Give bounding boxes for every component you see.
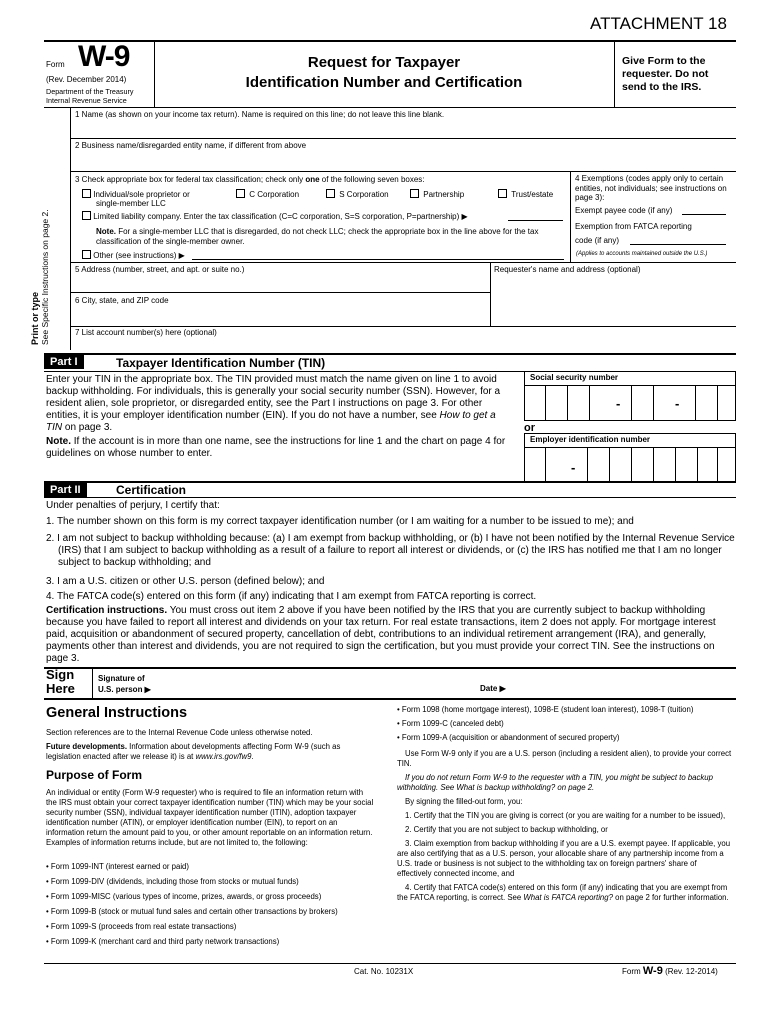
checkbox-other[interactable] xyxy=(82,250,185,260)
cat-number: Cat. No. 10231X xyxy=(354,967,414,976)
exemptions-label: 4 Exemptions (codes apply only to certain entities, not individuals; see instructions on page 3): xyxy=(575,174,727,202)
line5-label: 5 Address (number, street, and apt. or suite no.) xyxy=(75,265,245,274)
signature-label-2: U.S. person ▶ xyxy=(98,685,151,694)
list-item: • Form 1099-C (canceled debt) xyxy=(397,719,504,728)
checkbox-other-box[interactable] xyxy=(82,250,91,259)
checkbox-ccorp-label: C Corporation xyxy=(249,190,300,199)
part1-note-text: If the account is in more than one name, see the instructions for line 1 and the chart on page 4 for guidelines on whose number to enter. xyxy=(46,436,506,459)
checkbox-individual-label: Individual/sole proprietor or xyxy=(93,190,190,199)
rule-line5 xyxy=(70,292,490,293)
checkbox-partnership[interactable] xyxy=(410,189,464,199)
line7-label: 7 List account number(s) here (optional) xyxy=(75,328,217,337)
line5-address-field[interactable] xyxy=(72,276,488,290)
list-item: • Form 1099-A (acquisition or abandonment of secured property) xyxy=(397,733,620,742)
cert-item-3: 3. I am a U.S. citizen or other U.S. person (defined below); and xyxy=(46,576,325,587)
part1-top-rule xyxy=(44,353,736,355)
sign-here-label xyxy=(46,668,75,696)
future-developments-end: . xyxy=(251,752,254,761)
ein-digit-sep xyxy=(675,448,676,482)
cert-item-2: 2. I am not subject to backup withholding because: (a) I am exempt from backup withholding, or (b) I have not been notified by the Internal Revenue Service (IRS) that I am subject to backup withholding as a result of a failure to report all interest or dividends, or (c) the IRS has notified me that I am no longer subject to backup withholding; and xyxy=(46,533,735,568)
ssn-dash-1: - xyxy=(616,396,621,411)
reason-3: 3. Claim exemption from backup withholding if you are a U.S. exempt payee. If applicable, you are also certifying that as a U.S. person, your allocable share of any partnership income from a U.S. trade or business is not subject to the withholding tax on foreign partners' share of effectively connected income, and xyxy=(397,839,731,878)
form-id: W-9 xyxy=(78,40,130,73)
part1-text-italic: How to get a TIN xyxy=(46,410,496,433)
or-label: or xyxy=(524,422,535,434)
ein-label: Employer identification number xyxy=(530,435,651,444)
requester-field[interactable] xyxy=(494,276,734,324)
reason-4-italic: What is FATCA reporting? xyxy=(523,893,613,902)
line6-city-field[interactable] xyxy=(72,307,488,323)
purpose-text: An individual or entity (Form W-9 requester) who is required to file an information return with the IRS must obtain your correct taxpayer identification number (TIN) which may be your social security number (SSN), individual taxpayer identification number (ITIN), adoption taxpayer identification number (ATIN), or employer identification number (EIN), to report on an information return the amount paid to you, or other amount reportable on an information return. Examples of information returns include, but are not limited to, the following: xyxy=(46,788,374,847)
exempt-payee-field[interactable] xyxy=(682,214,726,215)
checkbox-trust-label: Trust/estate xyxy=(511,190,554,199)
line3-note xyxy=(96,227,564,246)
sign-top-rule xyxy=(44,667,736,669)
ssn-label-box xyxy=(524,371,736,385)
ssn-digit-sep xyxy=(631,386,632,420)
footer-form xyxy=(622,965,718,977)
rule-line3 xyxy=(70,262,736,263)
ssn-dash-2: - xyxy=(675,396,680,411)
part1-note-label: Note. xyxy=(46,436,71,447)
footer-form-id: W-9 xyxy=(642,965,663,977)
ssn-digit-sep xyxy=(653,386,654,420)
cert-instructions-text: You must cross out item 2 above if you have been notified by the IRS that you are currently subject to backup withholding because you have failed to report all interest and dividends on your tax return. For real estate transactions, item 2 does not apply. For mortgage interest paid, acquisition or abandonment of secured property, cancellation of debt, contributions to an individual retirement arrangement (IRA), and generally, payments other than interest and dividends, you are not required to sign the certification, but you must provide your correct TIN. See the instructions on page 3. xyxy=(46,605,716,664)
cert-instructions-label: Certification instructions. xyxy=(46,605,168,616)
part2-title-rule xyxy=(44,497,736,498)
llc-classification-field[interactable] xyxy=(508,220,563,221)
purpose-title: Purpose of Form xyxy=(46,768,143,782)
reason-1: 1. Certify that the TIN you are giving is correct (or you are waiting for a number to be issued), xyxy=(405,811,726,820)
future-developments-text: Information about developments affecting Form W-9 (such as legislation enacted after we release it) is at xyxy=(46,742,341,761)
irs-name: Internal Revenue Service xyxy=(46,96,127,105)
header-divider-right xyxy=(614,40,615,107)
checkbox-llc-label: Limited liability company. Enter the tax classification (C=C corporation, S=S corporation, P=partnership) ▶ xyxy=(93,212,468,221)
checkbox-ccorp[interactable] xyxy=(236,189,299,199)
general-instructions-title: General Instructions xyxy=(46,705,188,721)
exempt-fatca-label: Exemption from FATCA reporting xyxy=(575,222,692,231)
part1-text-main: Enter your TIN in the appropriate box. The TIN provided must match the name given on line 1 to avoid backup withholding. For individuals, this is generally your social security number (SSN). However, for a resident alien, sole proprietor, or disregarded entity, see the Part I instructions on page 3. For other entities, it is your employer identification number (EIN). If you do not have a number, see xyxy=(46,374,501,421)
rule-line2 xyxy=(70,171,736,172)
line1-name-field[interactable] xyxy=(72,120,732,137)
footer-rule xyxy=(44,963,736,964)
checkbox-llc-box[interactable] xyxy=(82,211,91,220)
if-not-return-text: If you do not return Form W-9 to the requester with a TIN, you might be subject to backup withholding. See What is backup withholding? on page 2. xyxy=(397,773,713,792)
form-title-2: Identification Number and Certification xyxy=(245,74,523,91)
exemptions-divider xyxy=(570,171,571,262)
ssn-digit-sep xyxy=(589,386,590,420)
checkbox-llc[interactable] xyxy=(82,211,468,221)
right-column xyxy=(397,705,733,903)
other-field[interactable] xyxy=(192,259,564,260)
by-signing-text: By signing the filled-out form, you: xyxy=(405,797,523,806)
ein-digit-sep xyxy=(631,448,632,482)
ssn-digit-sep xyxy=(695,386,696,420)
line6-label: 6 City, state, and ZIP code xyxy=(75,296,169,305)
use-w9-text: Use Form W-9 only if you are a U.S. person (including a resident alien), to provide your correct TIN. xyxy=(397,749,732,768)
rule-line1 xyxy=(70,138,736,139)
part1-text xyxy=(46,374,510,434)
reason-4-b: on page 2 for further information. xyxy=(612,893,729,902)
line3-text-b: one xyxy=(305,175,320,184)
part2-title: Certification xyxy=(116,483,187,497)
checkbox-scorp-box[interactable] xyxy=(326,189,335,198)
checkbox-individual-box[interactable] xyxy=(82,189,91,198)
here-word: Here xyxy=(46,681,75,696)
line7-account-field[interactable] xyxy=(72,338,732,349)
exempt-payee-label: Exempt payee code (if any) xyxy=(575,206,673,215)
ssn-label: Social security number xyxy=(530,373,619,382)
dept-treasury: Department of the Treasury xyxy=(46,87,134,96)
line3-label xyxy=(75,175,425,184)
checkbox-partnership-box[interactable] xyxy=(410,189,419,198)
checkbox-individual-label-2: single-member LLC xyxy=(96,199,166,208)
form-title-1: Request for Taxpayer xyxy=(307,54,461,71)
checkbox-other-label: Other (see instructions) ▶ xyxy=(93,251,185,260)
left-bullets xyxy=(46,862,376,947)
signature-label-1: Signature of xyxy=(98,674,145,683)
requester-label: Requester's name and address (optional) xyxy=(494,265,641,274)
cert-item-4: 4. The FATCA code(s) entered on this form (if any) indicating that I am exempt from FATCA reporting is correct. xyxy=(46,591,537,602)
list-item: • Form 1099-INT (interest earned or paid) xyxy=(46,862,189,871)
requester-divider xyxy=(490,262,491,326)
date-field[interactable] xyxy=(510,670,730,696)
form-word: Form xyxy=(46,60,65,69)
sign-word: Sign xyxy=(46,667,75,682)
exempt-fatca-code-label: code (if any) xyxy=(575,236,620,245)
sidebar-see: See Specific Instructions on page 2. xyxy=(40,209,50,345)
line3-text-c: of the following seven boxes: xyxy=(319,175,425,184)
sign-divider xyxy=(92,667,93,698)
ein-digit-sep xyxy=(653,448,654,482)
checkbox-partnership-label: Partnership xyxy=(423,190,465,199)
ein-digit-sep xyxy=(717,448,718,482)
give-form-note: Give Form to the requester. Do not send to the IRS. xyxy=(622,55,709,93)
line2-business-field[interactable] xyxy=(72,151,732,168)
footer-form-word: Form xyxy=(622,967,643,976)
ein-digit-sep xyxy=(609,448,610,482)
part1-tag: Part I xyxy=(44,355,84,369)
list-item: • Form 1099-MISC (various types of income, prizes, awards, or gross proceeds) xyxy=(46,892,322,901)
ssn-digit-sep xyxy=(545,386,546,420)
ein-dash: - xyxy=(571,460,576,475)
form-rev: (Rev. December 2014) xyxy=(46,75,127,84)
line3-text-a: 3 Check appropriate box for federal tax classification; check only xyxy=(75,175,306,184)
ein-digit-sep xyxy=(697,448,698,482)
exempt-applies-note: (Applies to accounts maintained outside the U.S.) xyxy=(576,251,708,257)
checkbox-individual[interactable] xyxy=(82,189,190,199)
date-label: Date ▶ xyxy=(480,684,506,693)
part1-text-end: on page 3. xyxy=(62,422,113,433)
sidebar-vertical xyxy=(30,85,50,345)
part2-tag: Part II xyxy=(44,483,87,497)
line3-note-text: For a single-member LLC that is disregarded, do not check LLC; check the appropriate box in the line above for the tax classification of the single-member owner. xyxy=(96,227,539,246)
footer-rev: (Rev. 12-2014) xyxy=(662,967,718,976)
sidebar-print: Print or type xyxy=(30,291,40,345)
cert-intro: Under penalties of perjury, I certify that: xyxy=(46,500,220,511)
ssn-input[interactable] xyxy=(524,385,736,421)
attachment-label: ATTACHMENT 18 xyxy=(590,14,727,33)
line1-label: 1 Name (as shown on your income tax return). Name is required on this line; do not leave this line blank. xyxy=(75,110,445,119)
rule-line6 xyxy=(70,326,736,327)
future-developments-url[interactable]: www.irs.gov/fw9 xyxy=(195,752,252,761)
checkbox-trust[interactable] xyxy=(498,189,553,199)
ssn-digit-sep xyxy=(717,386,718,420)
part1-title: Taxpayer Identification Number (TIN) xyxy=(116,356,326,370)
ein-digit-sep xyxy=(587,448,588,482)
cert-instructions xyxy=(46,605,736,665)
list-item: • Form 1099-K (merchant card and third party network transactions) xyxy=(46,937,280,946)
ein-digit-sep xyxy=(545,448,546,482)
sidebar-divider xyxy=(70,107,71,350)
header-bottom-rule xyxy=(44,107,736,108)
part1-note xyxy=(46,436,516,460)
checkbox-trust-box[interactable] xyxy=(498,189,507,198)
cert-item-1: 1. The number shown on this form is my correct taxpayer identification number (or I am waiting for a number to be issued to me); and xyxy=(46,516,634,527)
ein-input[interactable] xyxy=(524,447,736,483)
signature-label xyxy=(98,673,151,695)
line2-label: 2 Business name/disregarded entity name, if different from above xyxy=(75,141,307,150)
line3-note-label: Note. xyxy=(96,227,116,236)
ein-label-box xyxy=(524,433,736,447)
checkbox-scorp[interactable] xyxy=(326,189,389,199)
future-developments xyxy=(46,742,376,762)
future-developments-label: Future developments. xyxy=(46,742,128,751)
signature-field[interactable] xyxy=(170,670,470,696)
checkbox-scorp-label: S Corporation xyxy=(339,190,389,199)
list-item: • Form 1099-DIV (dividends, including those from stocks or mutual funds) xyxy=(46,877,299,886)
section-references: Section references are to the Internal Revenue Code unless otherwise noted. xyxy=(46,728,313,737)
list-item: • Form 1099-S (proceeds from real estate transactions) xyxy=(46,922,237,931)
exempt-fatca-field[interactable] xyxy=(630,244,726,245)
reason-4-a: 4. Certify that FATCA code(s) entered on this form (if any) indicating that you are exempt from the FATCA reporting, is correct. See xyxy=(397,883,728,902)
reason-2: 2. Certify that you are not subject to backup withholding, or xyxy=(405,825,608,834)
ssn-digit-sep xyxy=(567,386,568,420)
list-item: • Form 1099-B (stock or mutual fund sales and certain other transactions by brokers) xyxy=(46,907,338,916)
header-top-rule xyxy=(44,40,736,42)
checkbox-ccorp-box[interactable] xyxy=(236,189,245,198)
reason-4 xyxy=(397,883,733,903)
list-item: • Form 1098 (home mortgage interest), 1098-E (student loan interest), 1098-T (tuition) xyxy=(397,705,694,714)
sign-bottom-rule xyxy=(44,698,736,700)
